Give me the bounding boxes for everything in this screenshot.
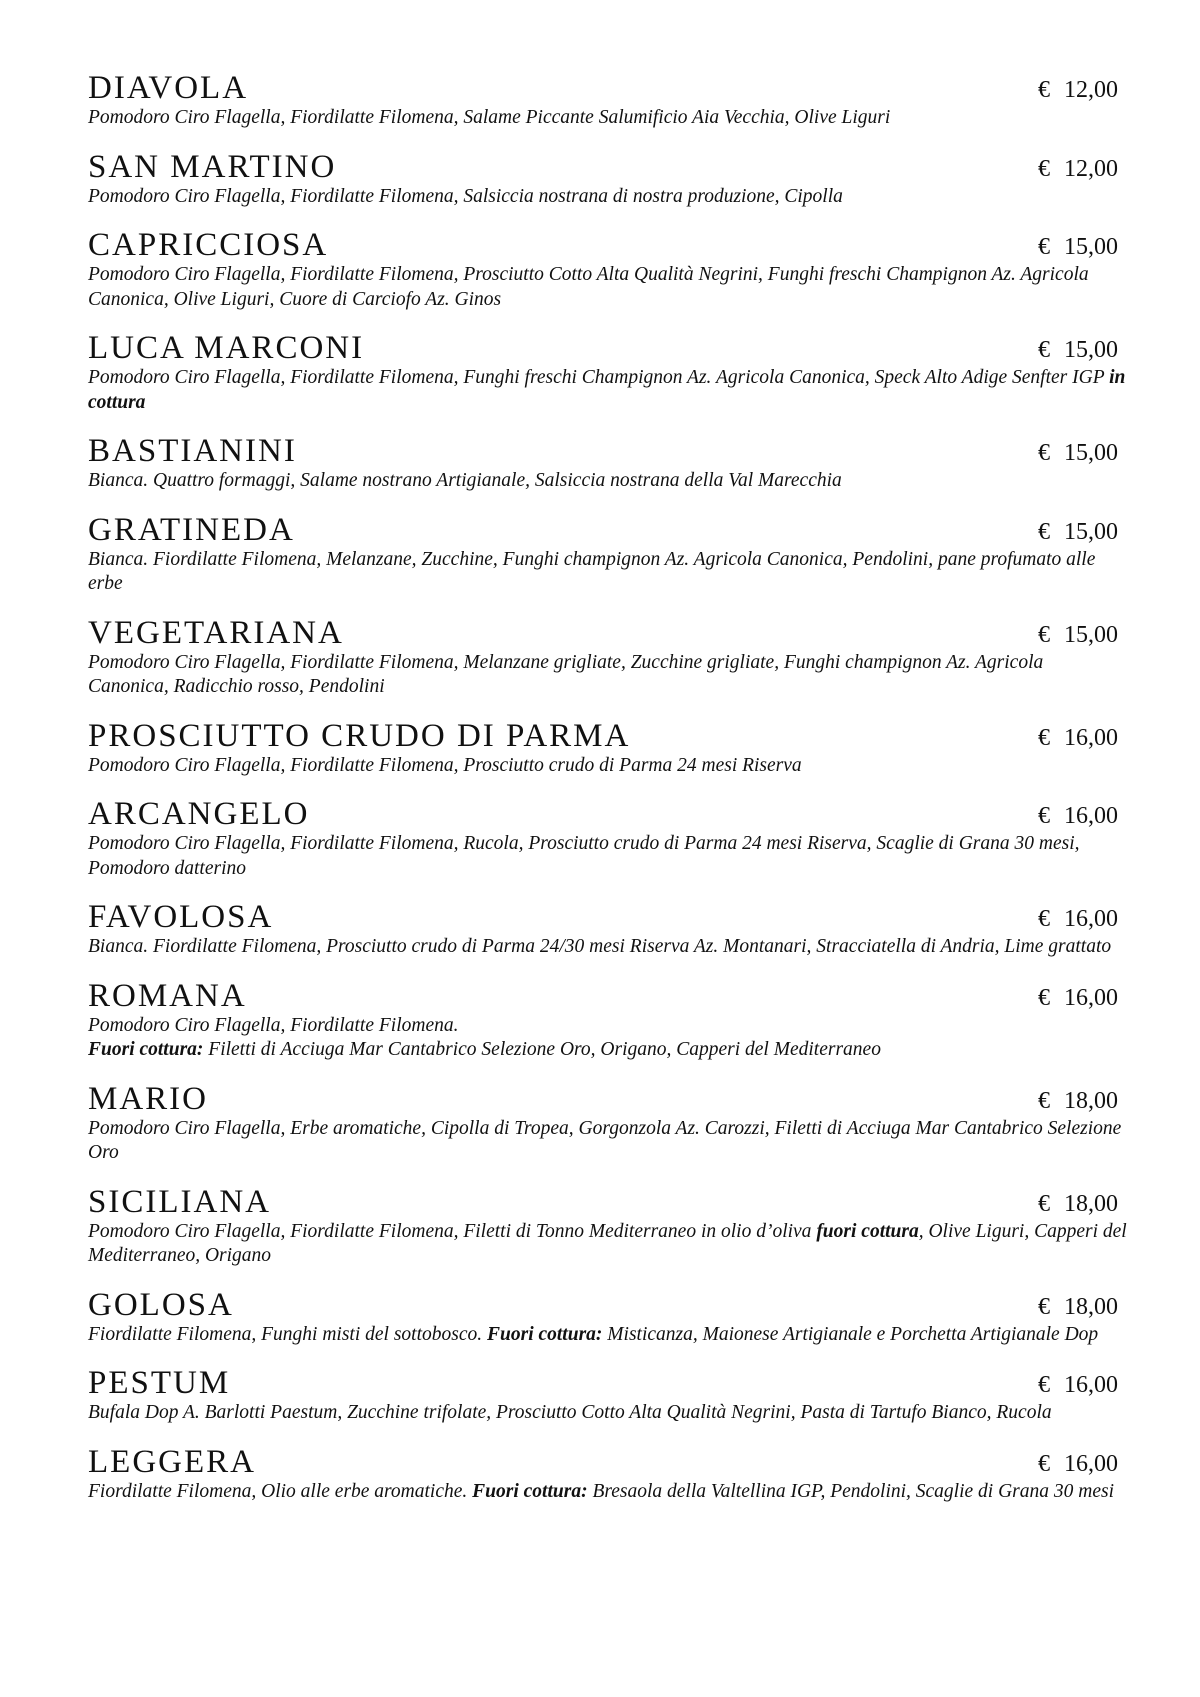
currency-symbol: €: [1038, 1087, 1050, 1114]
description-text: Bianca. Fiordilatte Filomena, Melanzane, Zucchine, Funghi champignon Az. Agricola Canonica, Pendolini, pane profumato alle erbe: [88, 548, 1096, 594]
menu-item-header: [88, 1081, 1118, 1117]
menu-item-description: [88, 185, 1128, 210]
menu-item-header: [88, 1365, 1118, 1401]
price-amount: 16,00: [1064, 1450, 1118, 1477]
menu-item: [88, 615, 1118, 700]
menu-item-header: [88, 718, 1118, 754]
menu-item-price: [1038, 1087, 1118, 1115]
menu-item: [88, 433, 1118, 494]
menu-item-price: [1038, 724, 1118, 752]
menu-item-description: [88, 935, 1128, 960]
price-amount: 16,00: [1064, 724, 1118, 751]
description-text: Pomodoro Ciro Flagella, Fiordilatte Filomena, Prosciutto crudo di Parma 24 mesi Riserva: [88, 754, 802, 776]
description-text: Fiordilatte Filomena, Olio alle erbe aromatiche.: [88, 1480, 473, 1502]
description-emphasis: Fuori cottura:: [487, 1323, 603, 1345]
menu-item-header: [88, 615, 1118, 651]
currency-symbol: €: [1038, 1372, 1050, 1398]
menu-item-price: [1038, 905, 1118, 933]
menu-item: [88, 1183, 1127, 1269]
currency-symbol: €: [1038, 1450, 1050, 1477]
menu-item-description: [88, 366, 1128, 415]
price-amount: 16,00: [1064, 803, 1118, 829]
price-amount: 15,00: [1064, 518, 1118, 545]
price-amount: 15,00: [1064, 621, 1118, 648]
description-text: , Olive Liguri, Capperi del Mediterraneo, Origano: [88, 1220, 1127, 1266]
menu-item-header: [88, 433, 1118, 469]
price-amount: 18,00: [1064, 1087, 1118, 1114]
description-emphasis: Fuori cottura:: [88, 1039, 204, 1060]
description-text: Pomodoro Ciro Flagella, Fiordilatte Filomena.: [88, 1014, 459, 1036]
menu-item-price: [1038, 802, 1118, 830]
description-text: Bianca. Quattro formaggi, Salame nostrano Artigianale, Salsiccia nostrana della Val Marecchia: [88, 470, 842, 491]
menu-item: [88, 1444, 1118, 1505]
description-text: Fiordilatte Filomena, Funghi misti del sottobosco.: [88, 1323, 487, 1345]
currency-symbol: €: [1038, 1293, 1050, 1320]
menu-item-price: [1038, 1293, 1118, 1321]
menu-item-description: [88, 832, 1128, 881]
currency-symbol: €: [1038, 803, 1050, 829]
menu-item-name: BASTIANINI: [88, 433, 297, 469]
currency-symbol: €: [1038, 440, 1050, 466]
menu-item-description: [88, 754, 1128, 779]
description-text: Pomodoro Ciro Flagella, Fiordilatte Filomena, Funghi freschi Champignon Az. Agricola Canonica, Speck Alto Adige Senfter IGP: [88, 367, 1110, 388]
pizza-menu-list: [88, 70, 1127, 1522]
menu-item-name: VEGETARIANA: [88, 614, 344, 651]
description-emphasis: fuori cottura: [816, 1220, 919, 1242]
menu-item-price: [1038, 336, 1118, 364]
menu-item-price: [1038, 439, 1118, 467]
menu-item-price: [1038, 233, 1118, 261]
price-amount: 15,00: [1064, 337, 1118, 363]
price-amount: 15,00: [1064, 440, 1118, 466]
description-text: Pomodoro Ciro Flagella, Fiordilatte Filomena, Prosciutto Cotto Alta Qualità Negrini, Funghi freschi Champignon Az. Agricola Canonica, Olive Liguri, Cuore di Carciofo Az. Ginos: [88, 264, 1089, 310]
menu-item-name: GRATINEDA: [88, 511, 295, 548]
currency-symbol: €: [1038, 337, 1050, 363]
menu-item-description: [88, 1480, 1128, 1505]
menu-item-name: PESTUM: [88, 1365, 231, 1401]
description-emphasis: Fuori cottura:: [472, 1480, 588, 1502]
description-text: Bianca. Fiordilatte Filomena, Prosciutto crudo di Parma 24/30 mesi Riserva Az. Montanari, Stracciatella di Andria, Lime grattato: [88, 936, 1112, 957]
menu-item: [88, 70, 1118, 131]
menu-item-name: PROSCIUTTO CRUDO DI PARMA: [88, 717, 631, 754]
menu-item-header: [88, 1444, 1118, 1480]
menu-item-header: [88, 70, 1118, 106]
description-text: Pomodoro Ciro Flagella, Fiordilatte Filomena, Salame Piccante Salumificio Aia Vecchia, Olive Liguri: [88, 107, 891, 128]
menu-item-price: [1038, 1450, 1118, 1478]
description-text: Pomodoro Ciro Flagella, Fiordilatte Filomena, Rucola, Prosciutto crudo di Parma 24 mesi Riserva, Scaglie di Grana 30 mesi, Pomodoro datterino: [88, 833, 1080, 879]
menu-item: [88, 1287, 1118, 1348]
menu-item-description: [88, 548, 1128, 597]
menu-item-name: MARIO: [88, 1080, 209, 1117]
currency-symbol: €: [1038, 621, 1050, 648]
menu-item: [88, 330, 1126, 415]
description-text: Pomodoro Ciro Flagella, Fiordilatte Filomena, Salsiccia nostrana di nostra produzione, Cipolla: [88, 185, 843, 207]
price-amount: 12,00: [1064, 155, 1118, 182]
currency-symbol: €: [1038, 155, 1050, 182]
price-amount: 18,00: [1064, 1293, 1118, 1320]
menu-item-price: [1038, 1371, 1118, 1399]
menu-item-name: FAVOLOSA: [88, 899, 274, 935]
description-text: Filetti di Acciuga Mar Cantabrico Selezione Oro, Origano, Capperi del Mediterraneo: [203, 1039, 881, 1060]
description-emphasis: in cottura: [88, 367, 1126, 413]
price-amount: 16,00: [1064, 906, 1118, 932]
price-amount: 18,00: [1064, 1190, 1118, 1217]
currency-symbol: €: [1038, 906, 1050, 932]
menu-item-name: ARCANGELO: [88, 796, 310, 832]
menu-item-price: [1038, 518, 1118, 546]
menu-item: [88, 718, 1118, 779]
menu-item-name: SICILIANA: [88, 1183, 271, 1220]
menu-item-header: [88, 1287, 1118, 1323]
menu-item-description: [88, 469, 1128, 494]
menu-item-price: [1038, 155, 1118, 183]
description-text: Bresaola della Valtellina IGP, Pendolini, Scaglie di Grana 30 mesi: [587, 1480, 1115, 1502]
menu-item-name: DIAVOLA: [88, 70, 249, 106]
menu-item: [88, 149, 1118, 210]
description-text: Pomodoro Ciro Flagella, Erbe aromatiche, Cipolla di Tropea, Gorgonzola Az. Carozzi, Filetti di Acciuga Mar Cantabrico Selezione Oro: [88, 1117, 1122, 1163]
menu-item-price: [1038, 984, 1118, 1012]
menu-item-description: [88, 1014, 1128, 1063]
menu-item-description: [88, 263, 1128, 312]
currency-symbol: €: [1038, 518, 1050, 545]
currency-symbol: €: [1038, 234, 1050, 260]
menu-item: [88, 899, 1118, 960]
menu-item-description: [88, 1323, 1128, 1348]
menu-item: [88, 1080, 1122, 1166]
menu-item: [88, 227, 1118, 312]
menu-item-description: [88, 651, 1128, 700]
menu-item-name: CAPRICCIOSA: [88, 227, 329, 263]
price-amount: 16,00: [1064, 984, 1118, 1011]
menu-item-description: [88, 1117, 1128, 1166]
menu-item-name: LEGGERA: [88, 1443, 256, 1480]
menu-item-header: [88, 330, 1118, 366]
currency-symbol: €: [1038, 1190, 1050, 1217]
menu-item-header: [88, 796, 1118, 832]
menu-item-price: [1038, 621, 1118, 649]
menu-item-name: SAN MARTINO: [88, 148, 337, 185]
menu-item-description: [88, 1220, 1128, 1269]
menu-item-description: [88, 1401, 1128, 1426]
menu-item-header: [88, 227, 1118, 263]
currency-symbol: €: [1038, 77, 1050, 103]
price-amount: 12,00: [1064, 77, 1118, 103]
price-amount: 15,00: [1064, 234, 1118, 260]
menu-item: [88, 796, 1118, 881]
description-text: Bufala Dop A. Barlotti Paestum, Zucchine trifolate, Prosciutto Cotto Alta Qualità Negrini, Pasta di Tartufo Bianco, Rucola: [88, 1402, 1052, 1423]
menu-item: [88, 1365, 1118, 1426]
menu-item-name: GOLOSA: [88, 1286, 234, 1323]
description-text: Misticanza, Maionese Artigianale e Porchetta Artigianale Dop: [602, 1323, 1099, 1345]
price-amount: 16,00: [1064, 1372, 1118, 1398]
currency-symbol: €: [1038, 724, 1050, 751]
menu-item-header: [88, 899, 1118, 935]
description-text: Pomodoro Ciro Flagella, Fiordilatte Filomena, Filetti di Tonno Mediterraneo in olio d’oliva: [88, 1220, 817, 1242]
menu-item-name: ROMANA: [88, 977, 247, 1014]
menu-item-name: LUCA MARCONI: [88, 330, 365, 366]
description-text: Pomodoro Ciro Flagella, Fiordilatte Filomena, Melanzane grigliate, Zucchine grigliate, Funghi champignon Az. Agricola Canonica, Radicchio rosso, Pendolini: [88, 651, 1044, 697]
menu-item-price: [1038, 1190, 1118, 1218]
menu-item-header: [88, 512, 1118, 548]
menu-item-header: [88, 978, 1118, 1014]
menu-item: [88, 512, 1118, 597]
menu-item-description: [88, 106, 1128, 131]
menu-item: [88, 978, 1118, 1063]
currency-symbol: €: [1038, 984, 1050, 1011]
menu-item-header: [88, 1184, 1118, 1220]
menu-item-header: [88, 149, 1118, 185]
menu-item-price: [1038, 76, 1118, 104]
